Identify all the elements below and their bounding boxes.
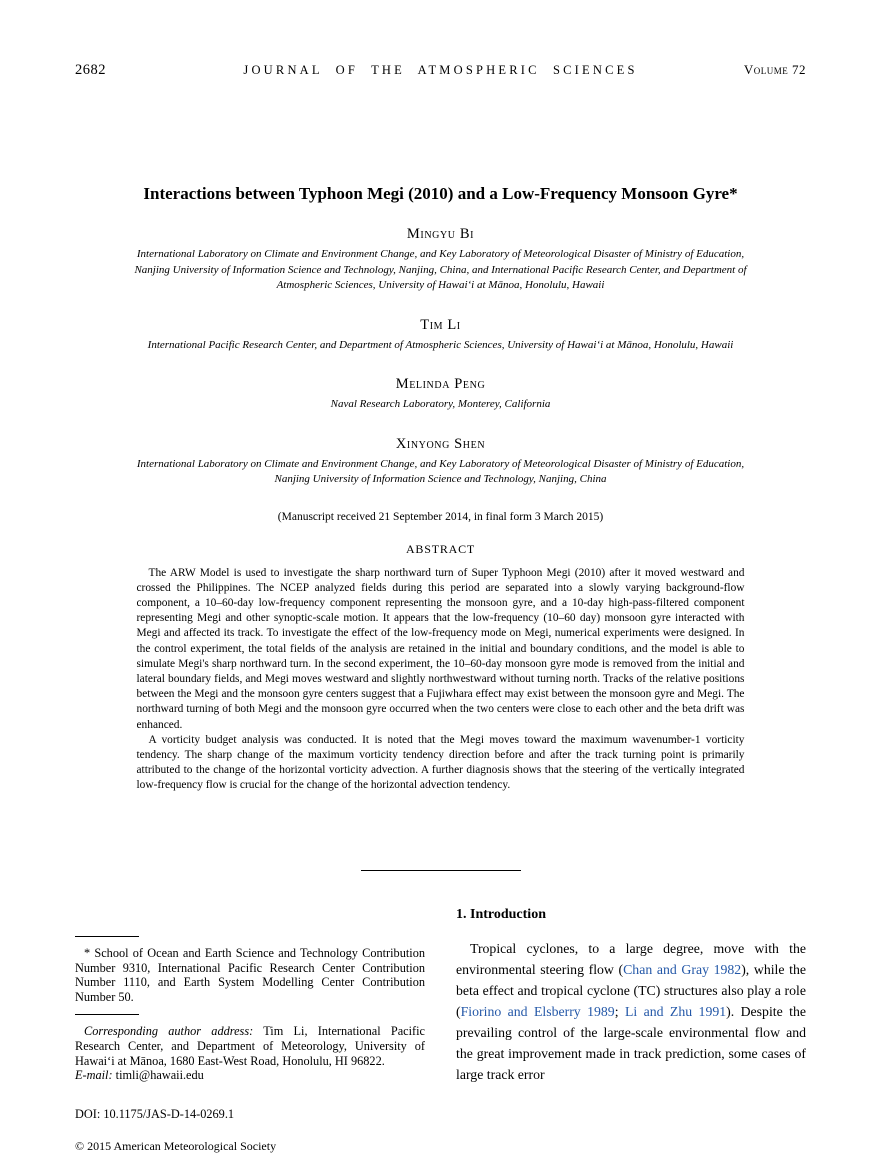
author-block-1 <box>75 225 806 294</box>
author-affiliation: International Laboratory on Climate and Environment Change, and Key Laboratory of Meteorological Disaster of Ministry of Education, Nanjing University of Information Science and Technology, Nanjing, China <box>136 457 745 485</box>
author-name-tim-li: Tim Li <box>420 316 461 333</box>
abstract-paragraph-1: The ARW Model is used to investigate the sharp northward turn of Super Typhoon Megi (2010) after it moved westward and crossed the Philippines. The NCEP analyzed fields during this period are separated into a slowly varying background-flow component, a 10–60-day low-frequency component representing the monsoon gyre, and a 10-day high-pass-filtered component representing Megi and other synoptic-scale motion. It appears that the low-frequency (10–60 day) monsoon gyre interacted with Megi and affected its track. To investigate the effect of the low-frequency mode on Megi, numerical experiments were designed. In the control experiment, the total fields of the analysis are retained in the initial and boundary conditions, and the model is able to simulate Megi's sharp northward turn. In the second experiment, the 10–60-day monsoon gyre mode is removed from the initial and lateral boundary fields, and Megi moves westward and slightly northwestward without turning north. Tracks of the relative positions between the Megi and the monsoon gyre centers suggest that a Fujiwhara effect may exist between the monsoon gyre and Megi. The northward turning of both Megi and the monsoon gyre occurred when the two centers were close to each other and the beta drift was enhanced. <box>136 566 745 731</box>
author-block-4 <box>75 435 806 488</box>
article-title: Interactions between Typhoon Megi (2010) and a Low-Frequency Monsoon Gyre* <box>143 184 738 203</box>
copyright-notice: © 2015 American Meteorological Society <box>75 1138 277 1153</box>
intro-text: ; <box>614 1004 625 1019</box>
author-affiliation: International Pacific Research Center, and Department of Atmospheric Sciences, University of Hawaiʻi at Mānoa, Honolulu, Hawaii <box>147 338 734 351</box>
left-column <box>75 903 425 1154</box>
intro-paragraph <box>456 938 806 1085</box>
author-block-2 <box>75 316 806 354</box>
corresponding-footnote <box>75 1024 425 1082</box>
corresponding-text: Tim Li, International Pacific Research Center, and Department of Meteorology, University of Hawaiʻi at Mānoa, 1680 East-West Road, Honolulu, HI 96822. <box>75 1024 425 1068</box>
corresponding-label: Corresponding author address: <box>84 1024 254 1039</box>
journal-name: JOURNAL OF THE ATMOSPHERIC SCIENCES <box>243 63 638 77</box>
author-name-mingyu-bi: Mingyu Bi <box>406 226 475 242</box>
intro-text: ), while the beta effect and tropical cyclone (TC) structures also play a role ( <box>456 962 806 1019</box>
front-matter <box>75 183 806 794</box>
volume-label: Volume 72 <box>743 62 806 77</box>
page-number: 2682 <box>75 62 106 78</box>
email-label: E-mail: <box>75 1068 113 1083</box>
author-affiliation: Naval Research Laboratory, Monterey, California <box>330 398 551 410</box>
author-affiliation: International Laboratory on Climate and Environment Change, and Key Laboratory of Meteorological Disaster of Ministry of Education, Nanjing University of Information Science and Technology, Nanjing, China, and International Pacific Research Center, and Department of Atmospheric Sciences, University of Hawaiʻi at Mānoa, Honolulu, Hawaii <box>134 248 747 291</box>
doi: DOI: 10.1175/JAS-D-14-0269.1 <box>75 1106 235 1121</box>
contribution-footnote: * School of Ocean and Earth Science and Technology Contribution Number 9310, International Pacific Research Center Contribution Number 1110, and Earth System Modelling Center Contribution Number 50. <box>75 946 425 1004</box>
citation-link-chan-gray-1982[interactable]: Chan and Gray 1982 <box>623 962 742 977</box>
intro-text: Tropical cyclones, to a large degree, move with the environmental steering flow ( <box>456 941 806 977</box>
abstract-paragraph-2: A vorticity budget analysis was conducted. It is noted that the Megi moves toward the maximum wavenumber-1 vorticity tendency. The sharp change of the maximum vorticity tendency direction before and after the track turning point is primarily attributed to the change of the horizontal vorticity advection. A further diagnosis shows that the steering of the vertically integrated low-frequency flow is crucial for the change of the horizontal advection tendency. <box>136 733 745 792</box>
abstract-heading: ABSTRACT <box>405 541 476 556</box>
section-heading-introduction: 1. Introduction <box>456 907 546 922</box>
citation-link-li-zhu-1991[interactable]: Li and Zhu 1991 <box>624 1004 727 1019</box>
right-column <box>456 903 806 1154</box>
footnote-rule <box>75 1014 139 1015</box>
abstract <box>137 566 745 794</box>
manuscript-note: (Manuscript received 21 September 2014, in final form 3 March 2015) <box>277 510 604 523</box>
running-head <box>75 62 806 79</box>
footnote-rule <box>75 936 139 937</box>
two-column-body <box>75 903 806 1154</box>
section-divider <box>361 870 521 871</box>
author-block-3 <box>75 375 806 413</box>
email-value: timli@hawaii.edu <box>112 1068 204 1083</box>
author-name-melinda-peng: Melinda Peng <box>395 376 486 392</box>
intro-text: ). Despite the prevailing control of the large-scale environmental flow and the great improvement made in track prediction, some cases of large track error <box>456 1004 806 1082</box>
citation-link-fiorino-elsberry-1989[interactable]: Fiorino and Elsberry 1989 <box>460 1004 615 1019</box>
author-name-xinyong-shen: Xinyong Shen <box>395 435 486 452</box>
